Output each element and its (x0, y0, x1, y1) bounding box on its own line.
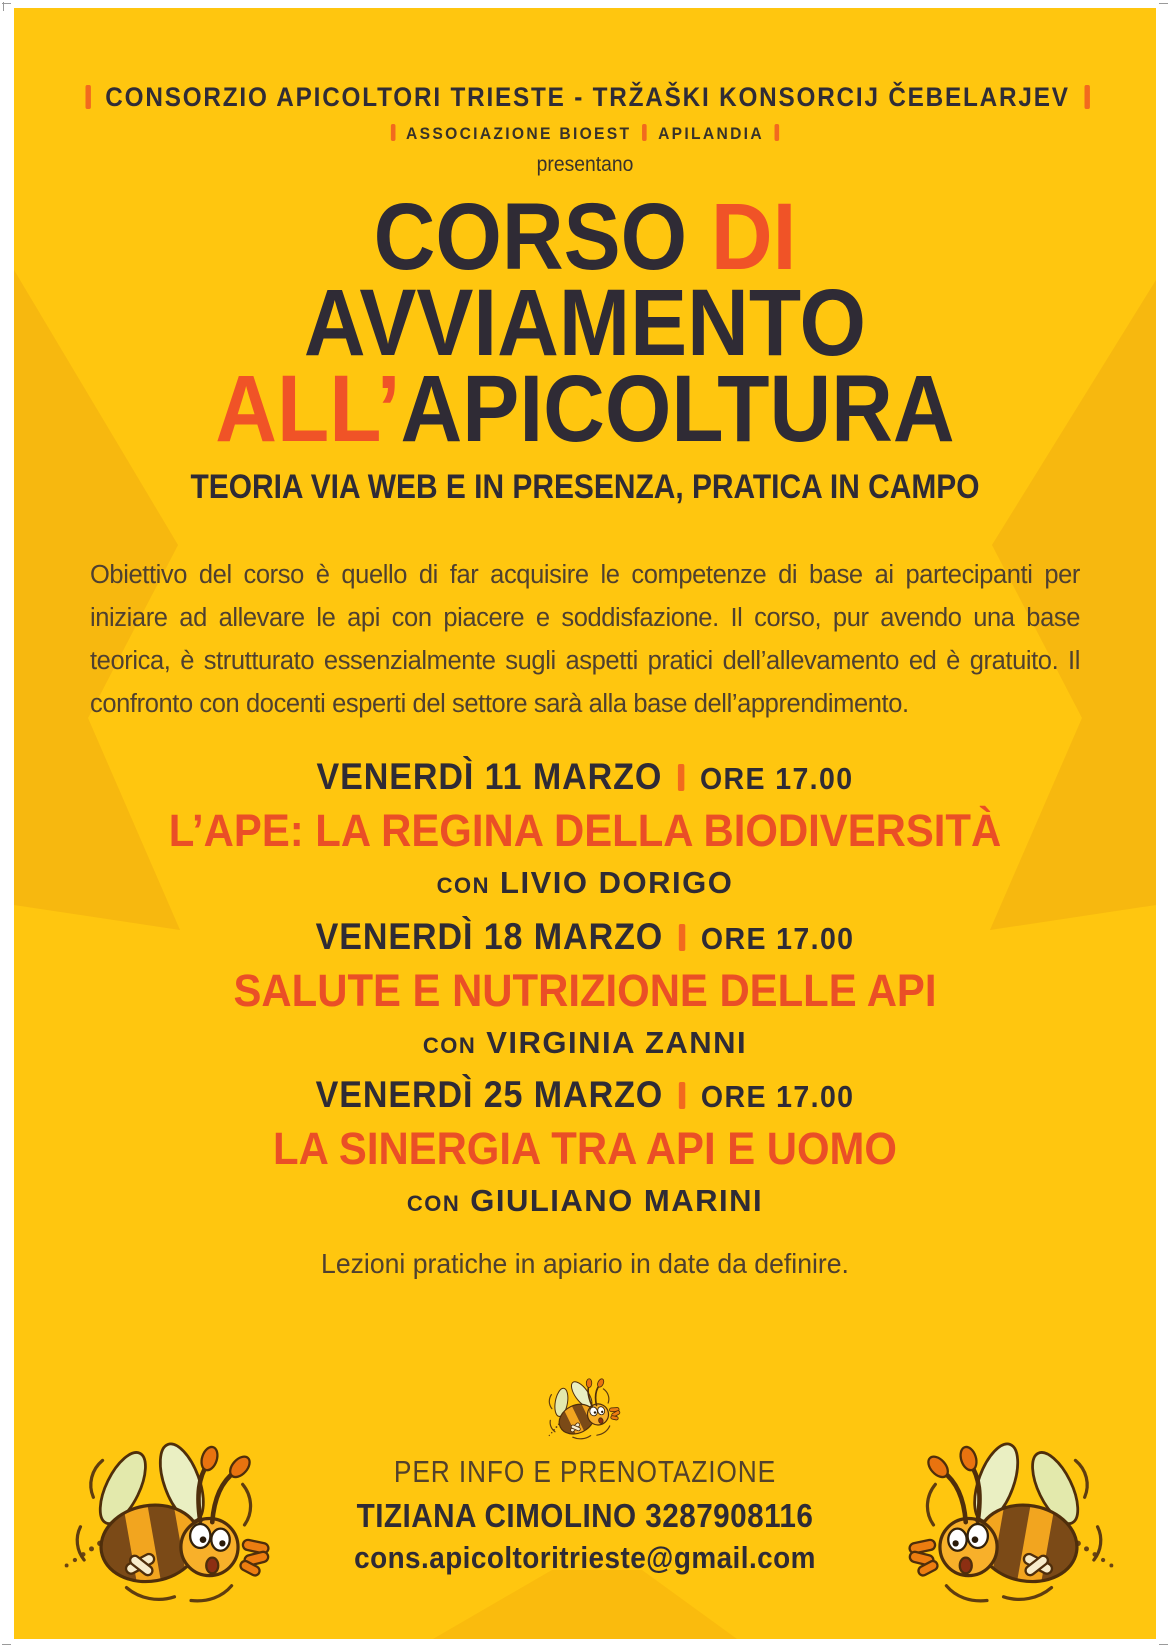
session-3-dateline (60, 1074, 1111, 1116)
partners-line (60, 124, 1111, 144)
session-3-title: LA SINERGIA TRA API E UOMO (273, 1123, 897, 1174)
presented-by-label: presentano (536, 153, 634, 176)
session-2-date: VENERDÌ 18 MARZO (315, 916, 664, 957)
crop-mark (1159, 1644, 1168, 1645)
partner-apilandia: APILANDIA (658, 124, 764, 143)
session-3-speaker: GIULIANO MARINI (470, 1183, 764, 1218)
with-label: CON (406, 1191, 461, 1216)
separator-bar (679, 1082, 685, 1109)
separator-bar (642, 124, 647, 141)
organization-line (71, 82, 1099, 113)
contact-email: cons.apicoltoritrieste@gmail.com (354, 1540, 816, 1575)
bee-right-icon (904, 1436, 1116, 1612)
with-label: CON (422, 1033, 477, 1058)
bee-left-icon (62, 1436, 274, 1612)
session-2-title: SALUTE E NUTRIZIONE DELLE API (233, 965, 937, 1016)
crop-mark (2, 1644, 11, 1645)
session-1-time: ORE 17.00 (699, 761, 854, 796)
separator-bar (678, 764, 684, 791)
crop-mark (1159, 3, 1168, 4)
organization-name: CONSORZIO APICOLTORI TRIESTE - TRŽAŠKI KONSORCIJ ČEBELARJEV (105, 82, 1070, 112)
session-3-date: VENERDÌ 25 MARZO (315, 1074, 664, 1115)
intro-paragraph: Obiettivo del corso è quello di far acquisire le competenze di base ai partecipanti per iniziare ad allevare le api con piacere e soddisfazione. Il corso, pur avendo una base teorica, è strutturato essenzialmente sugli aspetti pratici dell’allevamento ed è gratuito. Il confronto con docenti esperti del settore sarà alla base dell’apprendimento. (90, 561, 1080, 718)
separator-bar (86, 85, 91, 109)
session-1-speaker-line (14, 865, 1156, 901)
title-word-apicoltura: APICOLTURA (400, 356, 955, 462)
practice-note: Lezioni pratiche in apiario in date da definire. (321, 1248, 849, 1279)
course-title (14, 184, 1156, 507)
session-1-date: VENERDÌ 11 MARZO (316, 756, 663, 797)
poster-canvas (14, 8, 1156, 1639)
info-label: PER INFO E PRENOTAZIONE (393, 1454, 777, 1489)
separator-bar (390, 124, 395, 141)
with-label: CON (436, 873, 491, 898)
session-1-title: L’APE: LA REGINA DELLA BIODIVERSITÀ (168, 805, 1002, 856)
separator-bar (1084, 85, 1089, 109)
title-subtitle: TEORIA VIA WEB E IN PRESENZA, PRATICA IN CAMPO (190, 468, 980, 506)
session-3-time: ORE 17.00 (700, 1079, 855, 1114)
partner-bioest: ASSOCIAZIONE BIOEST (406, 124, 632, 143)
separator-bar (775, 124, 780, 141)
session-1-dateline (60, 756, 1111, 798)
title-line-3 (71, 356, 1099, 462)
separator-bar (679, 924, 685, 951)
title-word-corso: CORSO (373, 184, 711, 290)
organizers-header (14, 82, 1156, 177)
title-line-1 (71, 184, 1099, 290)
title-line-2: AVVIAMENTO (303, 270, 867, 376)
session-3-speaker-line (14, 1183, 1156, 1219)
session-1-speaker: LIVIO DORIGO (500, 865, 734, 900)
contact-name-phone: TIZIANA CIMOLINO 3287908116 (356, 1497, 814, 1534)
session-1 (14, 756, 1156, 901)
title-word-di: DI (710, 184, 797, 290)
session-3 (14, 1074, 1156, 1219)
session-2-speaker-line (14, 1025, 1156, 1061)
session-2-time: ORE 17.00 (700, 921, 855, 956)
session-2-speaker: VIRGINIA ZANNI (486, 1025, 748, 1060)
session-2 (14, 916, 1156, 1061)
crop-mark (3, 2, 4, 11)
title-word-all: ALL’ (215, 356, 401, 462)
session-2-dateline (60, 916, 1111, 958)
